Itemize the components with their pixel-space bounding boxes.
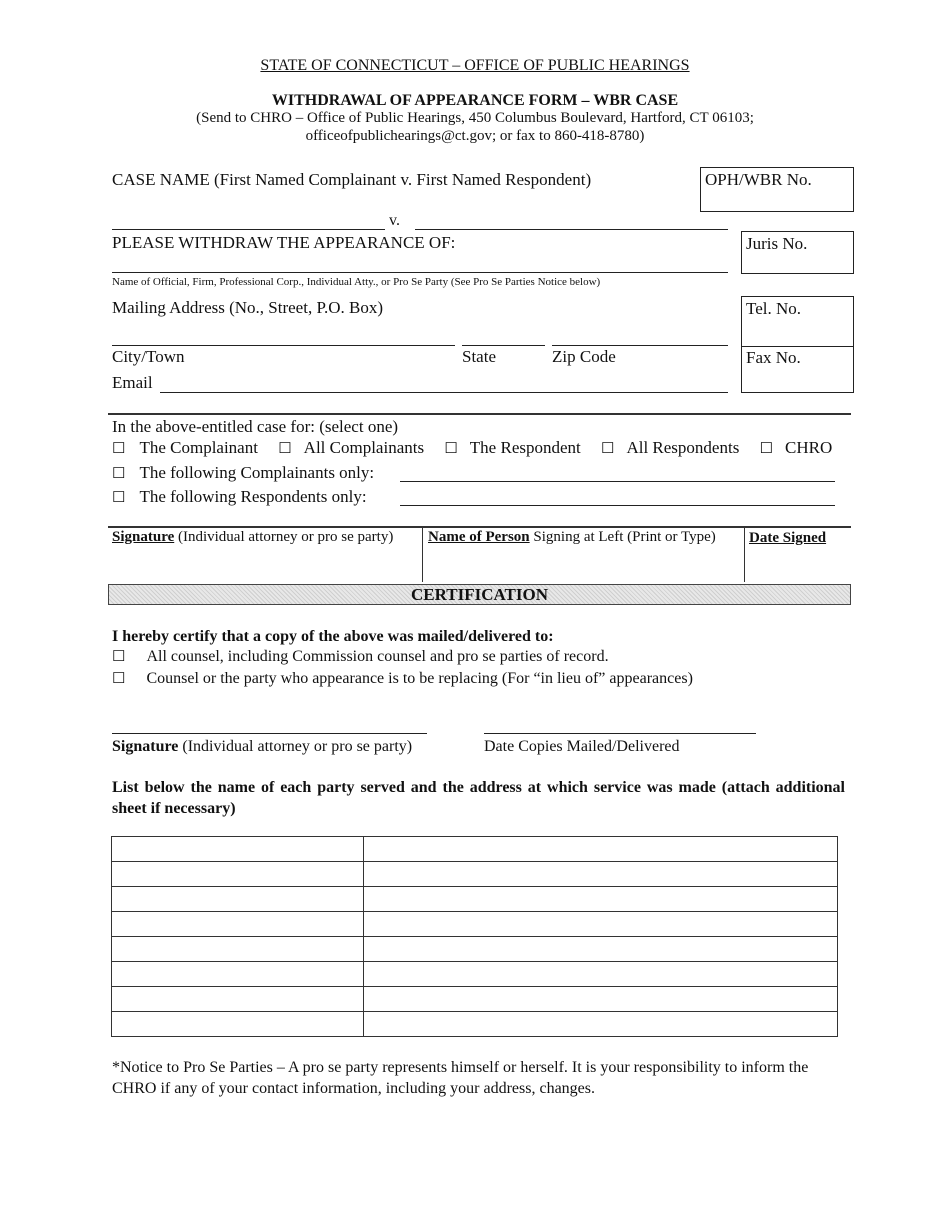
option-chro: CHRO: [785, 438, 833, 457]
party-address-cell[interactable]: [364, 987, 838, 1012]
name-hint: Name of Official, Firm, Professional Corp., Individual Atty., or Pro Se Party (See Pro Se Parties Notice below): [112, 276, 601, 288]
email-label: Email: [112, 373, 153, 392]
party-name-cell[interactable]: [112, 887, 364, 912]
party-address-cell[interactable]: [364, 887, 838, 912]
zip-line[interactable]: [552, 345, 728, 346]
date-copies-line[interactable]: [484, 733, 756, 734]
signature-rest: (Individual attorney or pro se party): [174, 529, 394, 545]
list-instruction: List below the name of each party served and the address at which service was made (attach additional sheet if necessary): [112, 779, 845, 817]
form-title: WITHDRAWAL OF APPEARANCE FORM – WBR CASE: [271, 92, 679, 109]
checkbox-following-respondents[interactable]: ☐: [112, 490, 126, 506]
checkbox-following-complainants[interactable]: ☐: [112, 466, 126, 482]
zip-label: Zip Code: [552, 347, 616, 366]
cert-signature-label: [112, 738, 412, 756]
date-copies-label: Date Copies Mailed/Delivered: [484, 738, 680, 755]
party-address-cell[interactable]: [364, 862, 838, 887]
served-parties-table: [111, 836, 838, 1037]
selection-options-row: [112, 438, 832, 458]
party-name-cell[interactable]: [112, 912, 364, 937]
selection-intro: In the above-entitled case for: (select one): [112, 417, 399, 436]
following-complainants-line[interactable]: [400, 481, 835, 482]
option-all-complainants: All Complainants: [303, 438, 425, 457]
following-respondents-label: The following Respondents only:: [139, 487, 367, 506]
party-address-cell[interactable]: [364, 912, 838, 937]
option-the-complainant: The Complainant: [139, 438, 258, 457]
fax-label: Fax No.: [746, 348, 801, 367]
certify-option-2: Counsel or the party who appearance is to be replacing (For “in lieu of” appearances): [146, 670, 693, 687]
certify-option-1-row: [112, 647, 609, 666]
signature-field[interactable]: [112, 529, 393, 546]
party-name-cell[interactable]: [112, 987, 364, 1012]
checkbox-the-complainant[interactable]: ☐: [112, 441, 126, 457]
party-address-cell[interactable]: [364, 937, 838, 962]
name-of-person-bold: Name of Person: [428, 529, 530, 545]
name-of-person-field[interactable]: [428, 529, 716, 546]
section-divider: [108, 413, 851, 415]
signature-bold: Signature: [112, 529, 175, 545]
following-respondents-line[interactable]: [400, 505, 835, 506]
checkbox-all-counsel[interactable]: ☐: [112, 649, 126, 665]
following-complainants-label: The following Complainants only:: [139, 463, 375, 482]
party-name-cell[interactable]: [112, 1012, 364, 1037]
checkbox-all-complainants[interactable]: ☐: [278, 441, 292, 457]
table-row: [112, 937, 838, 962]
juris-label: Juris No.: [746, 234, 808, 253]
complainant-name-line[interactable]: [112, 229, 385, 230]
case-name-label: CASE NAME (First Named Complainant v. First Named Respondent): [112, 170, 592, 189]
certify-option-2-row: [112, 669, 693, 688]
withdraw-name-line[interactable]: [112, 272, 728, 273]
party-name-cell[interactable]: [112, 937, 364, 962]
table-row: [112, 1012, 838, 1037]
party-name-cell[interactable]: [112, 962, 364, 987]
signature-row-top-border: [108, 526, 851, 528]
city-label: City/Town: [112, 347, 185, 366]
table-row: [112, 837, 838, 862]
checkbox-the-respondent[interactable]: ☐: [444, 441, 458, 457]
party-name-cell[interactable]: [112, 862, 364, 887]
oph-wbr-box[interactable]: [700, 167, 854, 212]
table-row: [112, 987, 838, 1012]
table-row: [112, 887, 838, 912]
versus-label: v.: [389, 212, 400, 229]
mailing-label: Mailing Address (No., Street, P.O. Box): [112, 298, 384, 317]
send-to-line-1: (Send to CHRO – Office of Public Hearings, 450 Columbus Boulevard, Hartford, CT 06103;: [196, 110, 754, 126]
party-address-cell[interactable]: [364, 962, 838, 987]
table-row: [112, 862, 838, 887]
option-the-respondent: The Respondent: [469, 438, 581, 457]
juris-box[interactable]: [741, 231, 854, 274]
party-address-cell[interactable]: [364, 837, 838, 862]
cert-signature-bold: Signature: [112, 738, 179, 755]
agency-heading: STATE OF CONNECTICUT – OFFICE OF PUBLIC HEARINGS: [260, 57, 690, 74]
pro-se-notice: *Notice to Pro Se Parties – A pro se party represents himself or herself. It is your responsibility to inform the CHRO if any of your contact information, including your address, changes.: [112, 1059, 809, 1097]
respondent-name-line[interactable]: [415, 229, 728, 230]
signature-row-divider-1: [422, 528, 423, 582]
tel-box[interactable]: [741, 296, 854, 347]
signature-row-divider-2: [744, 528, 745, 582]
mailing-line[interactable]: [112, 345, 455, 346]
withdraw-label: PLEASE WITHDRAW THE APPEARANCE OF:: [112, 233, 456, 252]
name-of-person-rest: Signing at Left (Print or Type): [529, 529, 716, 545]
party-address-cell[interactable]: [364, 1012, 838, 1037]
table-row: [112, 912, 838, 937]
send-to-line-2: officeofpublichearings@ct.gov; or fax to 860-418-8780): [305, 128, 645, 144]
oph-wbr-label: OPH/WBR No.: [705, 170, 812, 189]
date-signed-field[interactable]: Date Signed: [749, 530, 827, 546]
fax-box[interactable]: [741, 346, 854, 393]
table-row: [112, 962, 838, 987]
cert-signature-rest: (Individual attorney or pro se party): [178, 738, 413, 755]
state-line[interactable]: [462, 345, 545, 346]
option-all-respondents: All Respondents: [626, 438, 740, 457]
certify-statement: I hereby certify that a copy of the above was mailed/delivered to:: [112, 628, 554, 645]
checkbox-replacing-counsel[interactable]: ☐: [112, 671, 126, 687]
certify-option-1: All counsel, including Commission counsel and pro se parties of record.: [146, 648, 609, 665]
checkbox-all-respondents[interactable]: ☐: [601, 441, 615, 457]
state-label: State: [462, 347, 496, 366]
cert-signature-line[interactable]: [112, 733, 427, 734]
email-line[interactable]: [160, 392, 728, 393]
checkbox-chro[interactable]: ☐: [759, 441, 774, 457]
following-respondents-row: [112, 487, 367, 507]
party-name-cell[interactable]: [112, 837, 364, 862]
certification-title: CERTIFICATION: [411, 585, 548, 604]
following-complainants-row: [112, 463, 374, 483]
tel-label: Tel. No.: [746, 299, 801, 318]
